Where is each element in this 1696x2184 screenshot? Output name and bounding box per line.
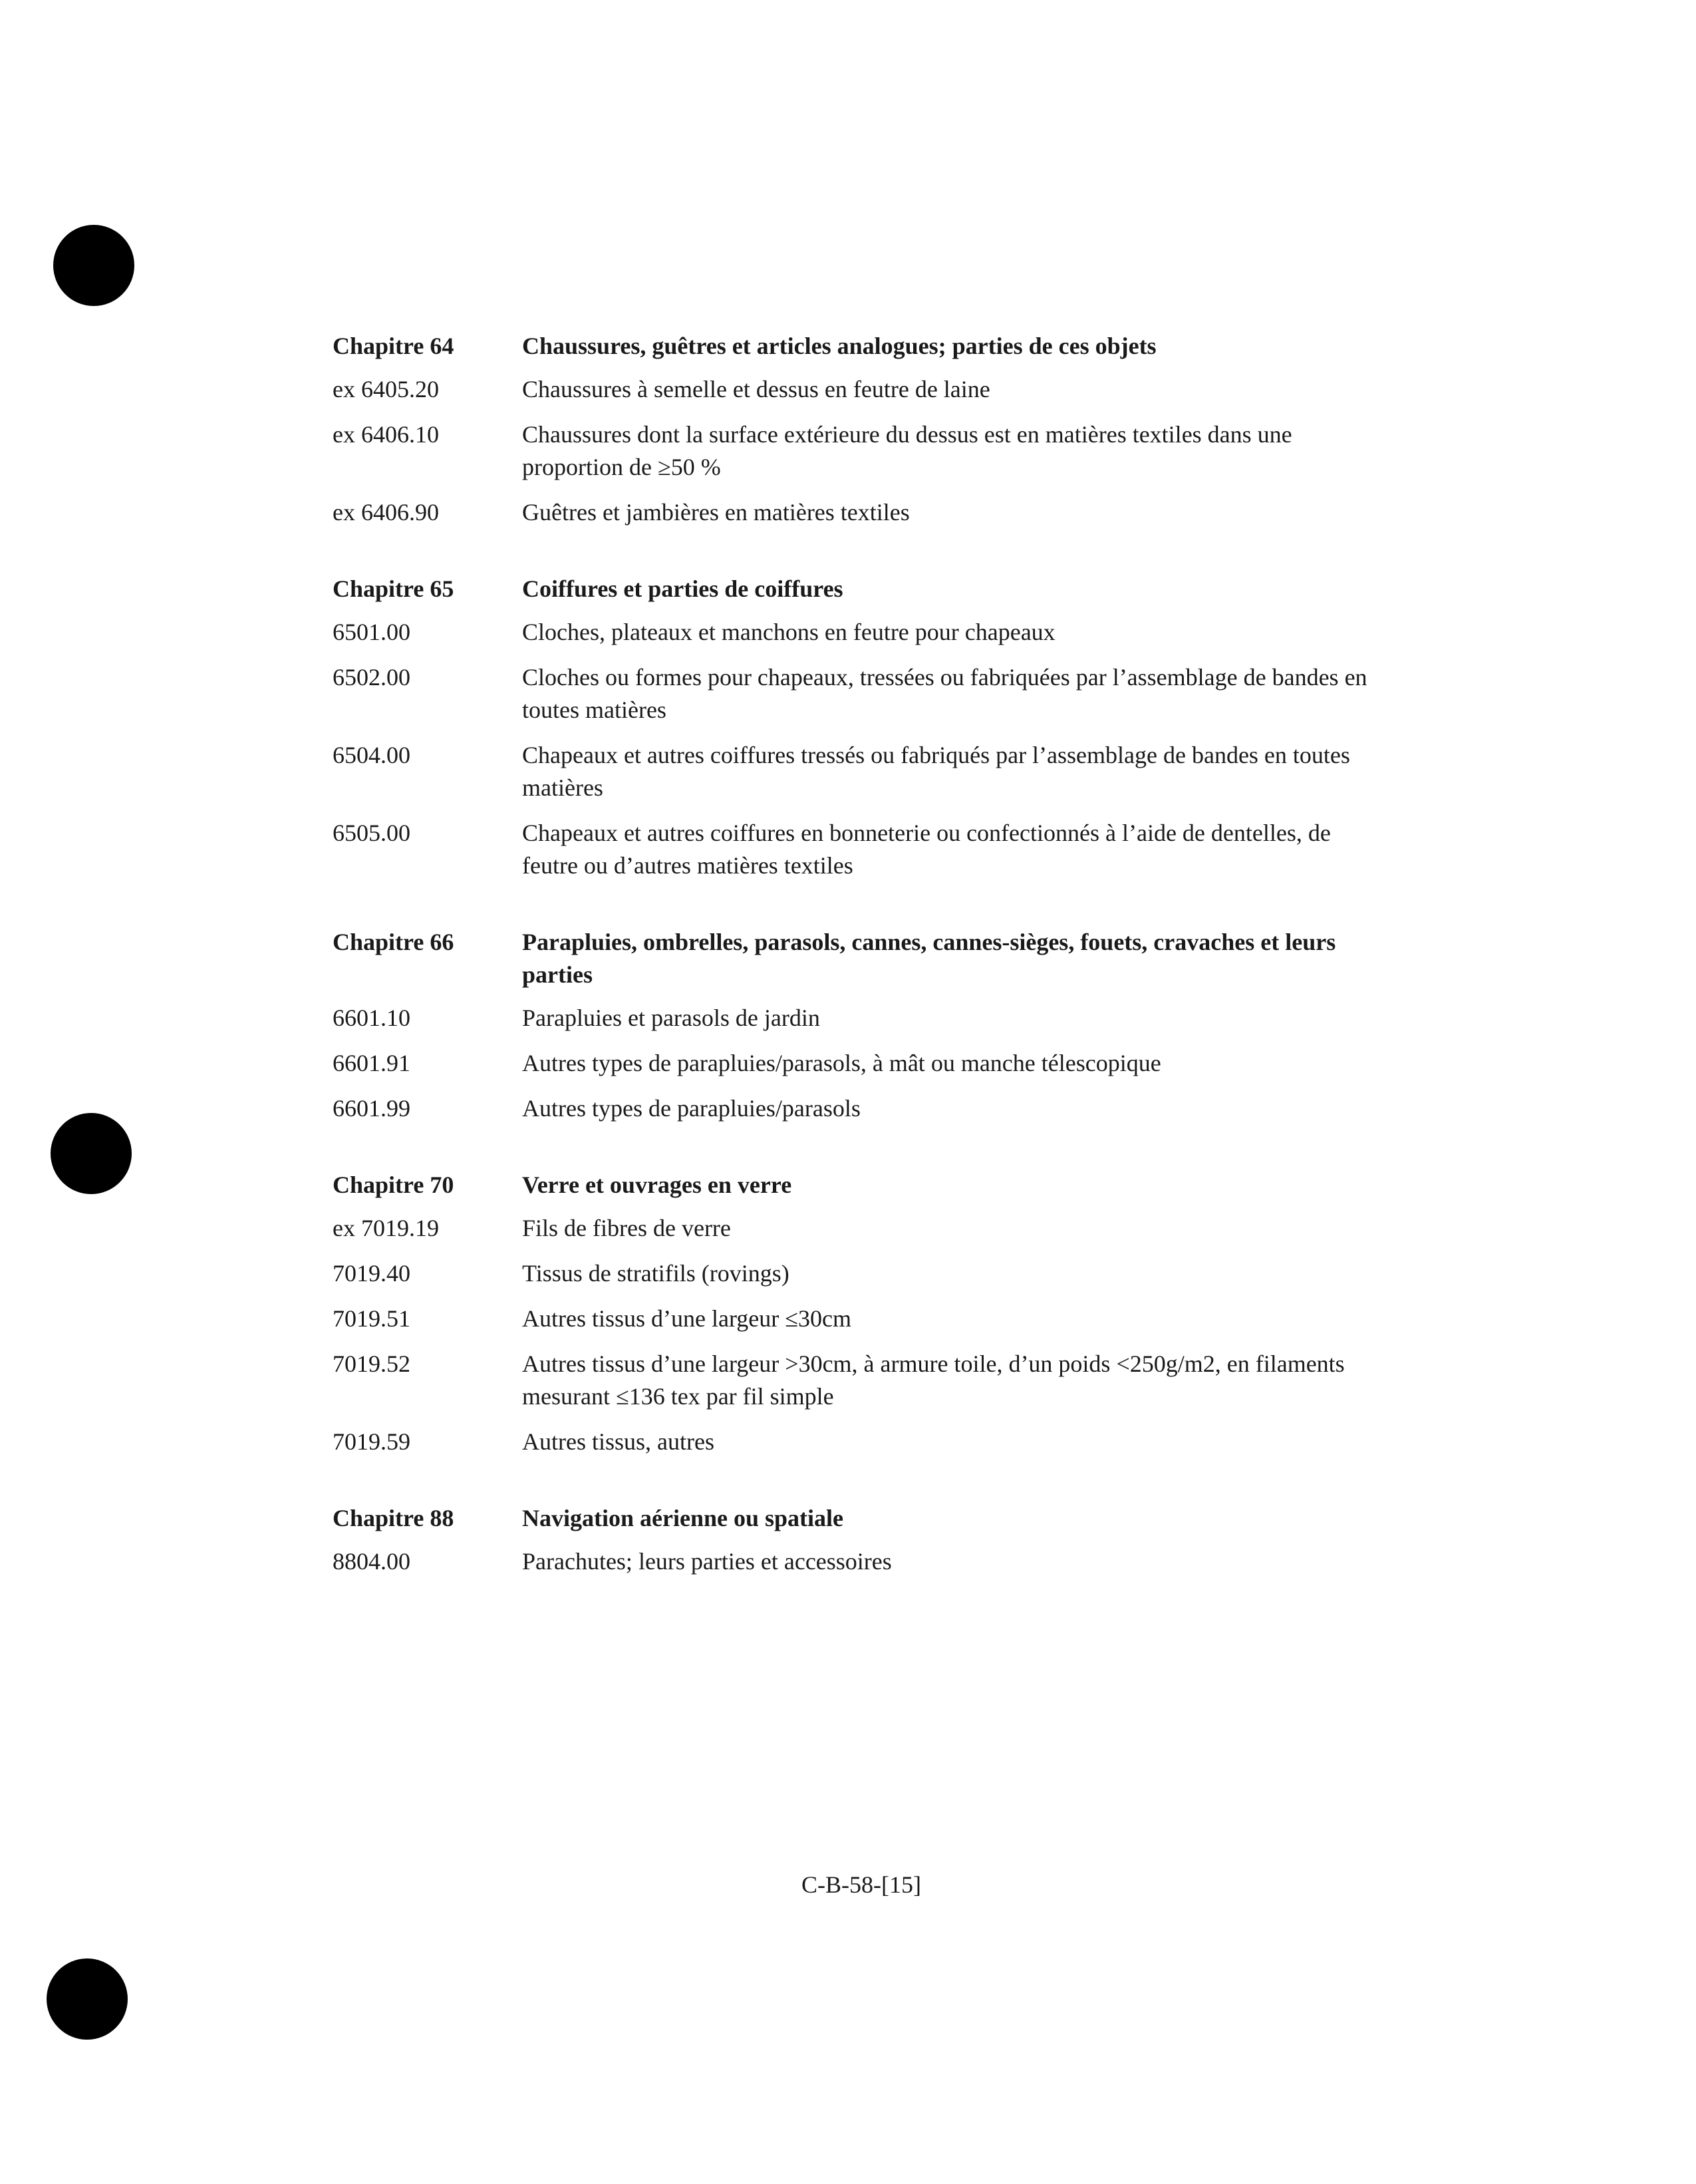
tariff-row bbox=[333, 1092, 1397, 1125]
tariff-description: Autres types de parapluies/parasols, à mât ou manche télescopique bbox=[522, 1050, 1161, 1076]
chapter-number: Chapitre 64 bbox=[333, 333, 454, 359]
chapter-title: Chaussures, guêtres et articles analogues; parties de ces objets bbox=[522, 333, 1157, 359]
tariff-row bbox=[333, 496, 1397, 529]
chapter-title: Verre et ouvrages en verre bbox=[522, 1171, 792, 1198]
tariff-description: Parapluies et parasols de jardin bbox=[522, 1005, 820, 1031]
tariff-code: 6502.00 bbox=[333, 664, 410, 691]
chapter-title: Coiffures et parties de coiffures bbox=[522, 575, 843, 602]
tariff-description: Autres tissus, autres bbox=[522, 1428, 714, 1455]
tariff-code: ex 7019.19 bbox=[333, 1215, 439, 1241]
tariff-row bbox=[333, 1426, 1397, 1458]
tariff-code: ex 6406.90 bbox=[333, 499, 439, 526]
tariff-description: Tissus de stratifils (rovings) bbox=[522, 1260, 789, 1287]
tariff-description: Fils de fibres de verre bbox=[522, 1215, 731, 1241]
chapter-number: Chapitre 66 bbox=[333, 929, 454, 955]
chapter-heading bbox=[333, 926, 1397, 991]
tariff-code: 7019.52 bbox=[333, 1350, 410, 1377]
tariff-description: Chapeaux et autres coiffures en bonneterie ou confectionnés à l’aide de dentelles, de feutre ou d’autres matières textiles bbox=[522, 820, 1331, 879]
tariff-row bbox=[333, 1303, 1397, 1335]
chapter-title: Parapluies, ombrelles, parasols, cannes, cannes-sièges, fouets, cravaches et leurs parties bbox=[522, 929, 1336, 988]
tariff-description: Chaussures dont la surface extérieure du dessus est en matières textiles dans une proportion de ≥50 % bbox=[522, 421, 1292, 480]
tariff-row bbox=[333, 1545, 1397, 1578]
tariff-row bbox=[333, 418, 1397, 484]
tariff-row bbox=[333, 373, 1397, 406]
tariff-description: Chaussures à semelle et dessus en feutre de laine bbox=[522, 376, 990, 402]
chapter-number: Chapitre 70 bbox=[333, 1171, 454, 1198]
tariff-code: ex 6405.20 bbox=[333, 376, 439, 402]
tariff-code: ex 6406.10 bbox=[333, 421, 439, 448]
tariff-description: Chapeaux et autres coiffures tressés ou fabriqués par l’assemblage de bandes en toutes matières bbox=[522, 742, 1350, 801]
tariff-row bbox=[333, 616, 1397, 649]
tariff-row bbox=[333, 1002, 1397, 1034]
punch-hole bbox=[53, 225, 134, 306]
chapter-section bbox=[333, 1502, 1397, 1578]
tariff-code: 7019.51 bbox=[333, 1305, 410, 1332]
tariff-description: Autres types de parapluies/parasols bbox=[522, 1095, 861, 1122]
chapter-heading bbox=[333, 573, 1397, 605]
chapter-heading bbox=[333, 1502, 1397, 1535]
punch-hole bbox=[51, 1113, 132, 1194]
tariff-row bbox=[333, 661, 1397, 726]
tariff-row bbox=[333, 1257, 1397, 1290]
tariff-description: Parachutes; leurs parties et accessoires bbox=[522, 1548, 892, 1575]
tariff-row bbox=[333, 817, 1397, 882]
punch-hole bbox=[47, 1958, 128, 2040]
tariff-row bbox=[333, 1212, 1397, 1245]
chapter-number: Chapitre 65 bbox=[333, 575, 454, 602]
chapter-section bbox=[333, 330, 1397, 529]
chapter-heading bbox=[333, 1169, 1397, 1201]
tariff-code: 7019.59 bbox=[333, 1428, 410, 1455]
tariff-row bbox=[333, 1348, 1397, 1413]
tariff-row bbox=[333, 739, 1397, 804]
chapter-section bbox=[333, 926, 1397, 1125]
tariff-code: 6504.00 bbox=[333, 742, 410, 768]
tariff-code: 6505.00 bbox=[333, 820, 410, 846]
tariff-code: 8804.00 bbox=[333, 1548, 410, 1575]
tariff-description: Guêtres et jambières en matières textiles bbox=[522, 499, 910, 526]
tariff-description: Cloches ou formes pour chapeaux, tressées ou fabriquées par l’assemblage de bandes en toutes matières bbox=[522, 664, 1367, 723]
tariff-code: 7019.40 bbox=[333, 1260, 410, 1287]
page-reference: C-B-58-[15] bbox=[801, 1871, 921, 1898]
chapter-heading bbox=[333, 330, 1397, 363]
tariff-description: Cloches, plateaux et manchons en feutre pour chapeaux bbox=[522, 619, 1056, 645]
chapter-section bbox=[333, 573, 1397, 882]
chapter-number: Chapitre 88 bbox=[333, 1505, 454, 1531]
chapter-section bbox=[333, 1169, 1397, 1458]
tariff-row bbox=[333, 1047, 1397, 1080]
tariff-list bbox=[333, 330, 1397, 1622]
tariff-description: Autres tissus d’une largeur ≤30cm bbox=[522, 1305, 851, 1332]
tariff-code: 6501.00 bbox=[333, 619, 410, 645]
tariff-description: Autres tissus d’une largeur >30cm, à armure toile, d’un poids <250g/m2, en filaments mesurant ≤136 tex par fil simple bbox=[522, 1350, 1345, 1410]
tariff-code: 6601.99 bbox=[333, 1095, 410, 1122]
chapter-title: Navigation aérienne ou spatiale bbox=[522, 1505, 843, 1531]
tariff-code: 6601.10 bbox=[333, 1005, 410, 1031]
tariff-code: 6601.91 bbox=[333, 1050, 410, 1076]
